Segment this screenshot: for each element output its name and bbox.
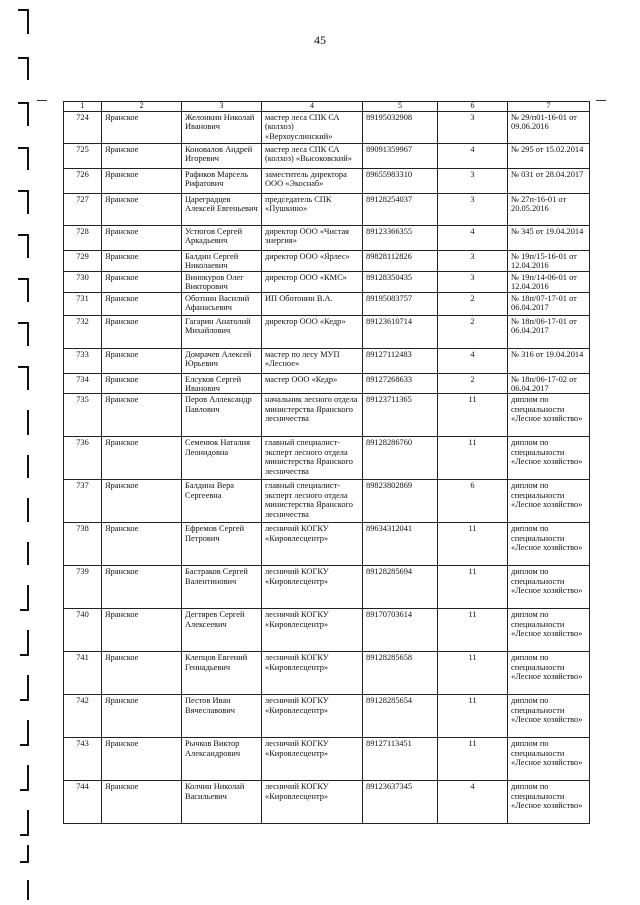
phone-cell: 89127268633 (363, 373, 438, 394)
row-number-cell: 732 (64, 315, 102, 348)
phone-cell: 89128285658 (363, 652, 438, 695)
phone-cell: 89823802869 (363, 480, 438, 523)
phone-cell: 89127112483 (363, 348, 438, 373)
full-name-cell: Балдина Вера Сергеевна (182, 480, 262, 523)
phone-cell: 89091359967 (363, 143, 438, 168)
table-row (64, 609, 590, 652)
column-number: 6 (438, 102, 508, 112)
row-number-cell: 728 (64, 225, 102, 250)
row-number-cell: 725 (64, 143, 102, 168)
table-row (64, 695, 590, 738)
row-number-cell: 726 (64, 168, 102, 193)
row-number-cell: 744 (64, 781, 102, 824)
position-cell: главный специалист-эксперт лесного отдела министерства Яранского лесничества (262, 480, 363, 523)
column-number: 7 (508, 102, 590, 112)
row-number-cell: 724 (64, 111, 102, 143)
document-cell: диплом по специальности «Лесное хозяйство» (508, 437, 590, 480)
table-row (64, 738, 590, 781)
row-number-cell: 734 (64, 373, 102, 394)
district-cell: Яранское (102, 695, 182, 738)
position-cell: лесничий КОГКУ «Кировлесцентр» (262, 781, 363, 824)
experience-cell: 2 (438, 315, 508, 348)
position-cell: директор ООО «Кедр» (262, 315, 363, 348)
row-number-cell: 737 (64, 480, 102, 523)
district-cell: Яранское (102, 373, 182, 394)
district-cell: Яранское (102, 348, 182, 373)
table-row (64, 781, 590, 824)
full-name-cell: Клепцов Евгений Геннадьевич (182, 652, 262, 695)
table-row (64, 373, 590, 394)
phone-cell: 89828112826 (363, 250, 438, 271)
document-cell: диплом по специальности «Лесное хозяйство» (508, 394, 590, 437)
column-number: 4 (262, 102, 363, 112)
document-cell: диплом по специальности «Лесное хозяйство» (508, 566, 590, 609)
experience-cell: 3 (438, 271, 508, 292)
document-cell: № 295 от 15.02.2014 (508, 143, 590, 168)
table-row (64, 652, 590, 695)
district-cell: Яранское (102, 271, 182, 292)
document-cell: № 27п-16-01 от 20.05.2016 (508, 193, 590, 225)
row-number-cell: 738 (64, 523, 102, 566)
document-cell: диплом по специальности «Лесное хозяйство» (508, 480, 590, 523)
position-cell: главный специалист-эксперт лесного отдела министерства Яранского лесничества (262, 437, 363, 480)
table-row (64, 292, 590, 315)
document-cell: диплом по специальности «Лесное хозяйство» (508, 609, 590, 652)
experience-cell: 3 (438, 250, 508, 271)
phone-cell: 89195032908 (363, 111, 438, 143)
row-number-cell: 735 (64, 394, 102, 437)
full-name-cell: Рафиков Марсель Рифатович (182, 168, 262, 193)
position-cell: лесничий КОГКУ «Кировлесцентр» (262, 695, 363, 738)
column-number: 5 (363, 102, 438, 112)
table-row (64, 168, 590, 193)
phone-cell: 89127113451 (363, 738, 438, 781)
position-cell: директор ООО «Ярлес» (262, 250, 363, 271)
full-name-cell: Рычков Виктор Александрович (182, 738, 262, 781)
experience-cell: 11 (438, 394, 508, 437)
position-cell: лесничий КОГКУ «Кировлесцентр» (262, 566, 363, 609)
table-row (64, 437, 590, 480)
phone-cell: 89195083757 (363, 292, 438, 315)
phone-cell: 89128285694 (363, 566, 438, 609)
column-number: 3 (182, 102, 262, 112)
position-cell: лесничий КОГКУ «Кировлесцентр» (262, 523, 363, 566)
registry-table (63, 101, 590, 824)
margin-mark (596, 100, 606, 101)
phone-cell: 89123637345 (363, 781, 438, 824)
column-number-row (64, 102, 590, 112)
experience-cell: 11 (438, 652, 508, 695)
phone-cell: 89123366355 (363, 225, 438, 250)
district-cell: Яранское (102, 168, 182, 193)
experience-cell: 2 (438, 292, 508, 315)
position-cell: ИП Оботонин В.А. (262, 292, 363, 315)
full-name-cell: Елсуков Сергей Иванович (182, 373, 262, 394)
experience-cell: 11 (438, 437, 508, 480)
document-cell: № 29/п01-16-01 от 09.06.2016 (508, 111, 590, 143)
experience-cell: 4 (438, 348, 508, 373)
district-cell: Яранское (102, 609, 182, 652)
phone-cell: 89128254037 (363, 193, 438, 225)
row-number-cell: 743 (64, 738, 102, 781)
table-row (64, 523, 590, 566)
experience-cell: 2 (438, 373, 508, 394)
experience-cell: 3 (438, 168, 508, 193)
position-cell: лесничий КОГКУ «Кировлесцентр» (262, 738, 363, 781)
table-row (64, 250, 590, 271)
experience-cell: 11 (438, 566, 508, 609)
row-number-cell: 742 (64, 695, 102, 738)
district-cell: Яранское (102, 143, 182, 168)
position-cell: председатель СПК «Пушкино» (262, 193, 363, 225)
experience-cell: 3 (438, 111, 508, 143)
full-name-cell: Гагарин Анатолий Михайлович (182, 315, 262, 348)
district-cell: Яранское (102, 738, 182, 781)
full-name-cell: Колчин Николай Васильевич (182, 781, 262, 824)
experience-cell: 11 (438, 738, 508, 781)
full-name-cell: Пестов Иван Вячеславович (182, 695, 262, 738)
position-cell: мастер по лесу МУП «Лесное» (262, 348, 363, 373)
district-cell: Яранское (102, 566, 182, 609)
page-number: 45 (314, 33, 326, 47)
document-cell: диплом по специальности «Лесное хозяйство» (508, 695, 590, 738)
row-number-cell: 729 (64, 250, 102, 271)
row-number-cell: 739 (64, 566, 102, 609)
district-cell: Яранское (102, 437, 182, 480)
experience-cell: 6 (438, 480, 508, 523)
district-cell: Яранское (102, 193, 182, 225)
document-cell: № 18п/06-17-01 от 06.04.2017 (508, 315, 590, 348)
position-cell: директор ООО «КМС» (262, 271, 363, 292)
full-name-cell: Оботнин Василий Афанасьевич (182, 292, 262, 315)
document-cell: диплом по специальности «Лесное хозяйство» (508, 652, 590, 695)
experience-cell: 11 (438, 523, 508, 566)
document-cell: № 19п/15-16-01 от 12.04.2016 (508, 250, 590, 271)
experience-cell: 4 (438, 225, 508, 250)
table-row (64, 111, 590, 143)
district-cell: Яранское (102, 315, 182, 348)
phone-cell: 89170703614 (363, 609, 438, 652)
full-name-cell: Семенюк Наталия Леонидовна (182, 437, 262, 480)
experience-cell: 4 (438, 143, 508, 168)
full-name-cell: Коновалов Андрей Игоревич (182, 143, 262, 168)
phone-cell: 89634312041 (363, 523, 438, 566)
document-cell: № 19п/14-06-01 от 12.04.2016 (508, 271, 590, 292)
table-row (64, 315, 590, 348)
full-name-cell: Цареградцев Алексей Евгеньевич (182, 193, 262, 225)
phone-cell: 89128285654 (363, 695, 438, 738)
document-cell: диплом по специальности «Лесное хозяйство» (508, 523, 590, 566)
row-number-cell: 736 (64, 437, 102, 480)
row-number-cell: 740 (64, 609, 102, 652)
table-row (64, 348, 590, 373)
district-cell: Яранское (102, 292, 182, 315)
row-number-cell: 741 (64, 652, 102, 695)
district-cell: Яранское (102, 111, 182, 143)
position-cell: мастер леса СПК СА (колхоз) «Высоковский» (262, 143, 363, 168)
full-name-cell: Бастраков Сергей Валентинович (182, 566, 262, 609)
full-name-cell: Балдин Сергей Николаевич (182, 250, 262, 271)
row-number-cell: 730 (64, 271, 102, 292)
experience-cell: 11 (438, 609, 508, 652)
row-number-cell: 733 (64, 348, 102, 373)
district-cell: Яранское (102, 250, 182, 271)
document-cell: № 18п/06-17-02 от 06.04.2017 (508, 373, 590, 394)
experience-cell: 3 (438, 193, 508, 225)
phone-cell: 89655983310 (363, 168, 438, 193)
document-cell: диплом по специальности «Лесное хозяйство» (508, 738, 590, 781)
document-cell: диплом по специальности «Лесное хозяйство» (508, 781, 590, 824)
row-number-cell: 731 (64, 292, 102, 315)
full-name-cell: Домрачев Алексей Юрьевич (182, 348, 262, 373)
column-number: 2 (102, 102, 182, 112)
position-cell: директор ООО «Чистая энергия» (262, 225, 363, 250)
table-row (64, 480, 590, 523)
district-cell: Яранское (102, 523, 182, 566)
phone-cell: 89128350435 (363, 271, 438, 292)
full-name-cell: Устюгов Сергей Аркадьевич (182, 225, 262, 250)
row-number-cell: 727 (64, 193, 102, 225)
binding-marks (14, 0, 34, 905)
position-cell: начальник лесного отдела министерства Яранского лесничества (262, 394, 363, 437)
district-cell: Яранское (102, 480, 182, 523)
experience-cell: 11 (438, 695, 508, 738)
table-row (64, 225, 590, 250)
full-name-cell: Винокуров Олег Викторович (182, 271, 262, 292)
full-name-cell: Желонкин Николай Иванович (182, 111, 262, 143)
margin-mark (37, 100, 47, 101)
phone-cell: 89123610714 (363, 315, 438, 348)
table-row (64, 271, 590, 292)
position-cell: лесничий КОГКУ «Кировлесцентр» (262, 652, 363, 695)
district-cell: Яранское (102, 225, 182, 250)
district-cell: Яранское (102, 394, 182, 437)
document-cell: № 345 от 19.04.2014 (508, 225, 590, 250)
table-row (64, 394, 590, 437)
position-cell: мастер ООО «Кедр» (262, 373, 363, 394)
table-row (64, 566, 590, 609)
document-cell: № 18п/07-17-01 от 06.04.2017 (508, 292, 590, 315)
position-cell: заместитель директора ООО «Экоснаб» (262, 168, 363, 193)
phone-cell: 89123711365 (363, 394, 438, 437)
table-row (64, 143, 590, 168)
table-row (64, 193, 590, 225)
full-name-cell: Перов Аллександр Павлович (182, 394, 262, 437)
phone-cell: 89128286760 (363, 437, 438, 480)
district-cell: Яранское (102, 781, 182, 824)
document-cell: № 031 от 28.04.2017 (508, 168, 590, 193)
full-name-cell: Ефремов Сергей Петрович (182, 523, 262, 566)
document-cell: № 316 от 19.04.2014 (508, 348, 590, 373)
column-number: 1 (64, 102, 102, 112)
district-cell: Яранское (102, 652, 182, 695)
position-cell: лесничий КОГКУ «Кировлесцентр» (262, 609, 363, 652)
full-name-cell: Дегтярев Сергей Алексеевич (182, 609, 262, 652)
position-cell: мастер леса СПК СА (колхоз) «Верхоуслинский» (262, 111, 363, 143)
experience-cell: 4 (438, 781, 508, 824)
